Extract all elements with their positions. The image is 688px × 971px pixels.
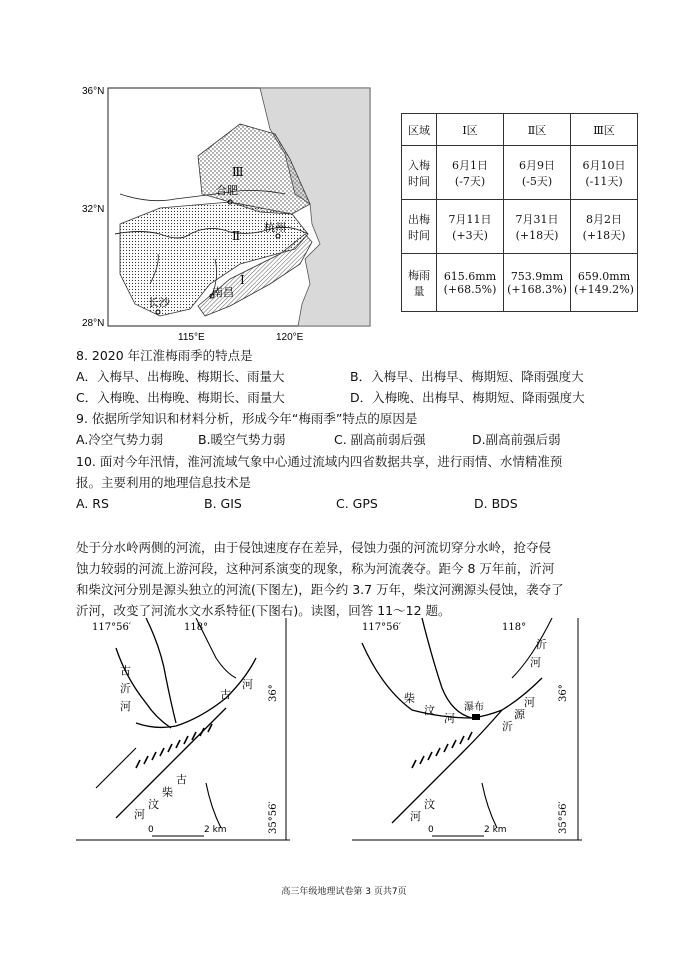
river-label: 柴 (404, 692, 415, 705)
table-header-zone-ii: Ⅱ区 (504, 114, 571, 146)
table-cell: 659.0mm (+149.2%) (571, 254, 638, 312)
river-label: 河 (242, 678, 253, 691)
table-cell: 6月1日 (-7天) (437, 146, 504, 200)
q8-stem: 8. 2020 年江淮梅雨季的特点是 (76, 348, 253, 363)
table-row-label: 梅雨 量 (402, 254, 437, 312)
q8-option-d: D．入梅晚、出梅早、梅期短、降雨强度大 (350, 390, 585, 405)
river-map-left (76, 618, 290, 844)
table-row-label: 入梅 时间 (402, 146, 437, 200)
lon-label-118: 118° (184, 622, 209, 633)
scale-zero: 0 (148, 825, 154, 835)
river-label: 柴 (162, 786, 173, 799)
scale-2km: 2 km (204, 825, 227, 835)
lat-label-28: 28°N (82, 318, 105, 329)
river-label: 沂 (536, 638, 547, 651)
q9-stem: 9. 依据所学知识和材料分析，形成今年“梅雨季”特点的原因是 (76, 411, 418, 426)
passage-line-1: 处于分水岭两侧的河流，由于侵蚀速度存在差异，侵蚀力强的河流切穿分水岭，抢夺侵 (76, 540, 552, 555)
lat-label-36: 36° (268, 684, 279, 702)
river-label: 汶 (424, 704, 435, 717)
zone-ii-label: Ⅱ (232, 229, 241, 243)
river-label: 沂 (120, 682, 131, 695)
table-cell: 7月11日 (+3天) (437, 200, 504, 254)
river-label: 沂 (502, 720, 513, 733)
river-label: 古 (120, 664, 131, 677)
table-cell: 615.6mm (+68.5%) (437, 254, 504, 312)
river-label: 河 (410, 810, 421, 823)
scale-zero: 0 (428, 825, 434, 835)
q10-option-a: A. RS (76, 496, 109, 511)
q10-option-d: D. BDS (474, 496, 518, 511)
lon-label-120: 120°E (276, 332, 304, 343)
q9-option-d: D.副高前强后弱 (472, 432, 561, 447)
zone-iii-label: Ⅲ (232, 165, 244, 179)
jianghuai-meiyu-map (80, 84, 380, 344)
q10-option-c: C. GPS (336, 496, 378, 511)
table-row-label: 出梅 时间 (402, 200, 437, 254)
waterfall-label: 瀑布 (464, 702, 484, 713)
lat-label-35-56: 35°56′ (558, 801, 569, 834)
passage-line-4: 沂河，改变了河流水文水系特征(下图右)。读图，回答 11～12 题。 (76, 603, 451, 618)
table-cell: 6月10日 (-11天) (571, 146, 638, 200)
q8-option-b: B．入梅早、出梅早、梅期短、降雨强度大 (350, 369, 584, 384)
river-label: 河 (444, 712, 455, 725)
q8-option-c: C．入梅晚、出梅晚、梅期长、雨量大 (76, 390, 285, 405)
river-label: 河 (524, 696, 535, 709)
city-hangzhou: 杭州 (264, 221, 286, 234)
lon-label-115: 115°E (178, 332, 205, 343)
table-cell: 753.9mm (+168.3%) (504, 254, 571, 312)
zone-i-label: Ⅰ (240, 273, 245, 287)
river-label: 河 (120, 700, 131, 713)
q9-option-a: A.冷空气势力弱 (76, 432, 164, 447)
river-label: 汶 (148, 798, 159, 811)
meiyu-table (401, 113, 638, 312)
q9-option-c: C. 副高前弱后强 (334, 432, 426, 447)
city-changsha: 长沙 (148, 296, 170, 309)
table-header-zone-i: Ⅰ区 (437, 114, 504, 146)
passage-line-2: 蚀力较弱的河流上游河段，这种河系演变的现象，称为河流袭夺。距今 8 万年前，沂河 (76, 561, 555, 576)
river-label: 汶 (424, 798, 435, 811)
river-label: 河 (134, 808, 145, 821)
scale-2km: 2 km (484, 825, 507, 835)
table-header-region: 区域 (402, 114, 437, 146)
page-footer: 高三年级地理试卷第 3 页共7页 (281, 887, 407, 897)
q9-option-b: B.暖空气势力弱 (198, 432, 286, 447)
lat-label-32: 32°N (82, 204, 105, 215)
lat-label-36: 36° (558, 684, 569, 702)
table-cell: 6月9日 (-5天) (504, 146, 571, 200)
lon-label-117-56: 117°56′ (92, 622, 132, 633)
lon-label-118: 118° (502, 622, 527, 633)
city-hefei: 合肥 (216, 184, 238, 197)
passage-line-3: 和柴汶河分别是源头独立的河流(下图左)，距今约 3.7 万年，柴汶河溯源头侵蚀，袭夺了 (76, 582, 564, 597)
table-header-zone-iii: Ⅲ区 (571, 114, 638, 146)
lon-label-117-56: 117°56′ (362, 622, 402, 633)
river-map-right (352, 618, 582, 844)
q8-option-a: A．入梅早、出梅晚、梅期长、雨量大 (76, 369, 285, 384)
river-label: 河 (530, 656, 541, 669)
lat-label-36: 36°N (82, 86, 105, 97)
lat-label-35-56: 35°56′ (268, 801, 279, 834)
q10-stem-line2: 报。主要利用的地理信息技术是 (76, 475, 252, 490)
river-label: 源 (514, 708, 525, 721)
q10-stem-line1: 10. 面对今年汛情，淮河流域气象中心通过流域内四省数据共享，进行雨情、水情精准预 (76, 454, 563, 469)
river-label: 古 (176, 773, 187, 786)
river-label: 古 (220, 688, 231, 701)
table-cell: 8月2日 (+18天) (571, 200, 638, 254)
q10-option-b: B. GIS (204, 496, 242, 511)
table-cell: 7月31日 (+18天) (504, 200, 571, 254)
city-nanchang: 南昌 (212, 286, 234, 299)
